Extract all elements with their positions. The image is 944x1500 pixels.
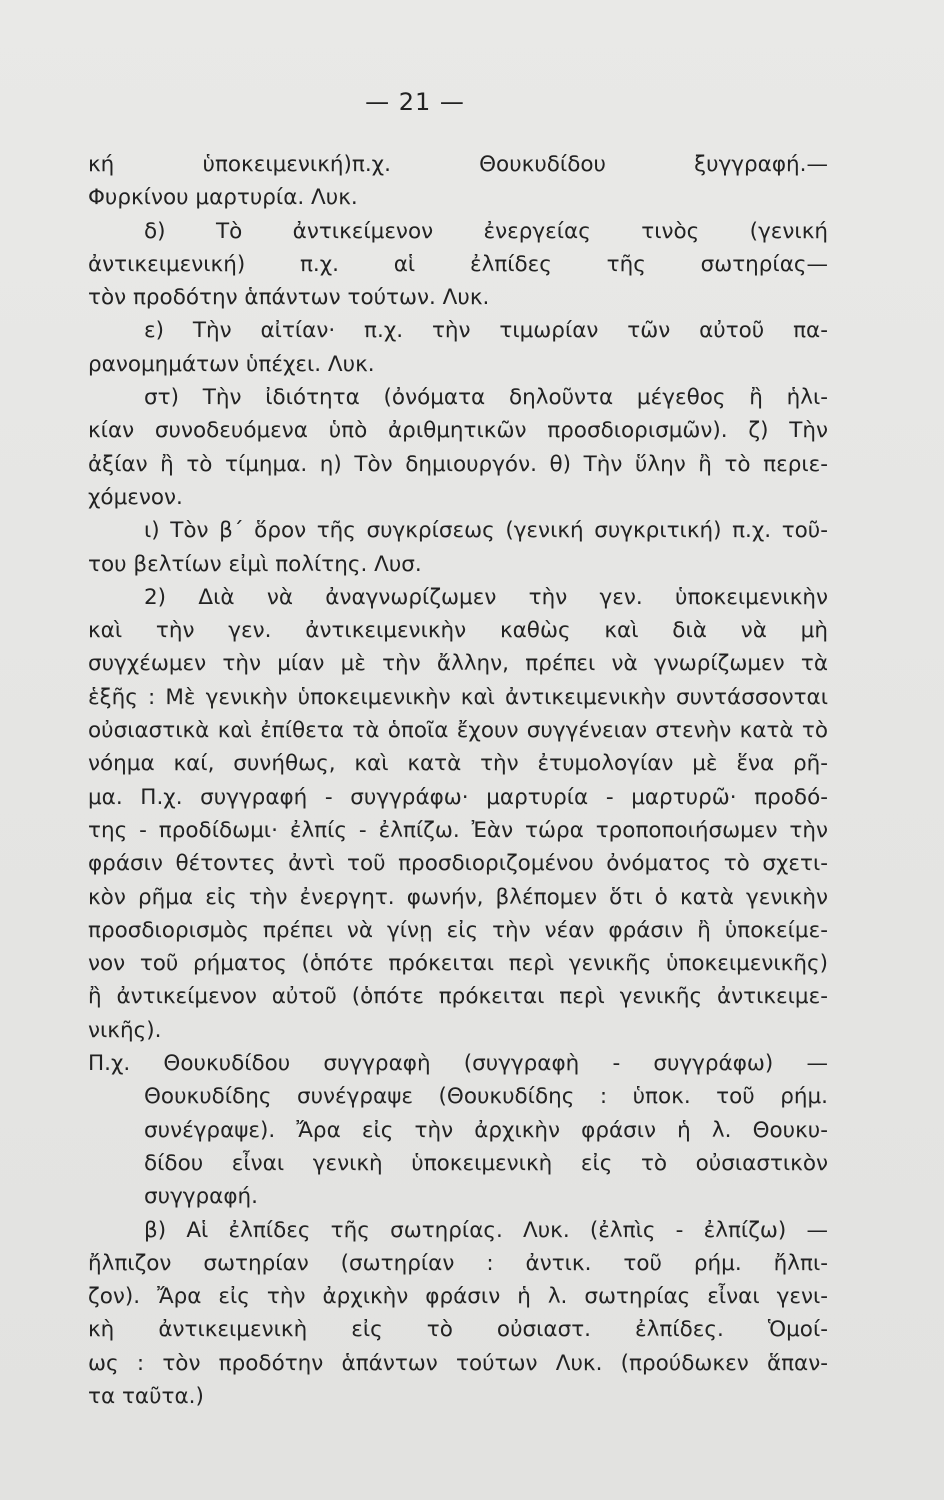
text-line: τα ταῦτα.) (88, 1383, 204, 1409)
text-line: ἑξῆς : Μὲ γενικὴν ὑποκειμενικὴν καὶ ἀντικειμενικὴν συντάσσονται (88, 684, 828, 710)
text-line: νον τοῦ ρήματος (ὁπότε πρόκειται περὶ γενικῆς ὑποκειμενικῆς) (88, 951, 828, 977)
page-number: — 21 — (365, 88, 465, 116)
text-line: μα. Π.χ. συγγραφή - συγγράφω· μαρτυρία - μαρτυρῶ· προδό- (88, 784, 828, 810)
text-line: ι) Τὸν β΄ ὅρον τῆς συγκρίσεως (γενική συγκριτική) π.χ. τοῦ- (144, 518, 828, 544)
text-line: ως : τὸν προδότην ἁπάντων τούτων Λυκ. (προύδωκεν ἅπαν- (88, 1350, 828, 1376)
text-line: νικῆς). (88, 1017, 162, 1043)
text-line: Π.χ. Θουκυδίδου συγγραφὴ (συγγραφὴ - συγγράφω) — (88, 1051, 828, 1077)
text-line: δ) Τὸ ἀντικείμενον ἐνεργείας τινὸς (γενική (144, 218, 828, 244)
text-line: στ) Τὴν ἰδιότητα (ὀνόματα δηλοῦντα μέγεθος ἢ ἡλι- (144, 385, 828, 411)
body-text (88, 148, 828, 1413)
text-line: δίδου εἶναι γενικὴ ὑποκειμενικὴ εἰς τὸ οὐσιαστικὸν (144, 1150, 828, 1176)
text-line: συνέγραψε). Ἄρα εἰς τὴν ἀρχικὴν φράσιν ἡ λ. Θουκυ- (144, 1117, 828, 1143)
text-line: Θουκυδίδης συνέγραψε (Θουκυδίδης : ὑποκ. τοῦ ρήμ. (144, 1084, 828, 1110)
text-line: κὸν ρῆμα εἰς τὴν ἐνεργητ. φωνήν, βλέπομεν ὅτι ὁ κατὰ γενικὴν (88, 884, 828, 910)
text-line: χόμενον. (88, 484, 183, 510)
text-line: κὴ ἀντικειμενικὴ εἰς τὸ οὐσιαστ. ἐλπίδες. Ὁμοί- (88, 1317, 828, 1343)
text-line: κίαν συνοδευόμενα ὑπὸ ἀριθμητικῶν προσδιορισμῶν). ζ) Τὴν (88, 418, 828, 444)
text-line: καὶ τὴν γεν. ἀντικειμενικὴν καθὼς καὶ διὰ νὰ μὴ (88, 618, 828, 644)
text-line: ἢ ἀντικείμενον αὐτοῦ (ὁπότε πρόκειται περὶ γενικῆς ἀντικειμε- (88, 984, 828, 1010)
text-line: του βελτίων εἰμὶ πολίτης. Λυσ. (88, 551, 422, 577)
text-line: νόημα καί, συνήθως, καὶ κατὰ τὴν ἐτυμολογίαν μὲ ἕνα ρῆ- (88, 751, 828, 777)
text-line: της - προδίδωμι· ἐλπίς - ἐλπίζω. Ἐὰν τώρα τροποποιήσωμεν τὴν (88, 817, 828, 843)
text-line: τὸν προδότην ἁπάντων τούτων. Λυκ. (88, 285, 490, 311)
text-line: 2) Διὰ νὰ ἀναγνωρίζωμεν τὴν γεν. ὑποκειμενικὴν (144, 584, 828, 610)
text-line: Φυρκίνου μαρτυρία. Λυκ. (88, 185, 358, 211)
text-line: ζον). Ἄρα εἰς τὴν ἀρχικὴν φράσιν ἡ λ. σωτηρίας εἶναι γενι- (88, 1284, 828, 1310)
text-line: κή ὑποκειμενική)π.χ. Θουκυδίδου ξυγγραφή.— (88, 152, 828, 177)
text-line: φράσιν θέτοντες ἀντὶ τοῦ προσδιοριζομένου ὀνόματος τὸ σχετι- (88, 851, 828, 877)
text-line: β) Αἱ ἐλπίδες τῆς σωτηρίας. Λυκ. (ἐλπὶς - ἐλπίζω) — (144, 1217, 828, 1243)
text-line: συγχέωμεν τὴν μίαν μὲ τὴν ἄλλην, πρέπει νὰ γνωρίζωμεν τὰ (88, 651, 828, 677)
text-line: οὐσιαστικὰ καὶ ἐπίθετα τὰ ὁποῖα ἔχουν συγγένειαν στενὴν κατὰ τὸ (88, 718, 828, 744)
text-line: ἤλπιζον σωτηρίαν (σωτηρίαν : ἀντικ. τοῦ ρήμ. ἤλπι- (88, 1250, 828, 1276)
text-line: ρανομημάτων ὑπέχει. Λυκ. (88, 351, 375, 377)
text-line: ἀντικειμενική) π.χ. αἱ ἐλπίδες τῆς σωτηρίας— (88, 251, 828, 277)
text-line: ἀξίαν ἢ τὸ τίμημα. η) Τὸν δημιουργόν. θ) Τὴν ὕλην ἢ τὸ περιε- (88, 451, 828, 477)
text-line: ε) Τὴν αἰτίαν· π.χ. τὴν τιμωρίαν τῶν αὐτοῦ πα- (144, 318, 828, 344)
text-line: προσδιορισμὸς πρέπει νὰ γίνῃ εἰς τὴν νέαν φράσιν ἢ ὑποκείμε- (88, 917, 828, 943)
text-line: συγγραφή. (144, 1184, 258, 1210)
